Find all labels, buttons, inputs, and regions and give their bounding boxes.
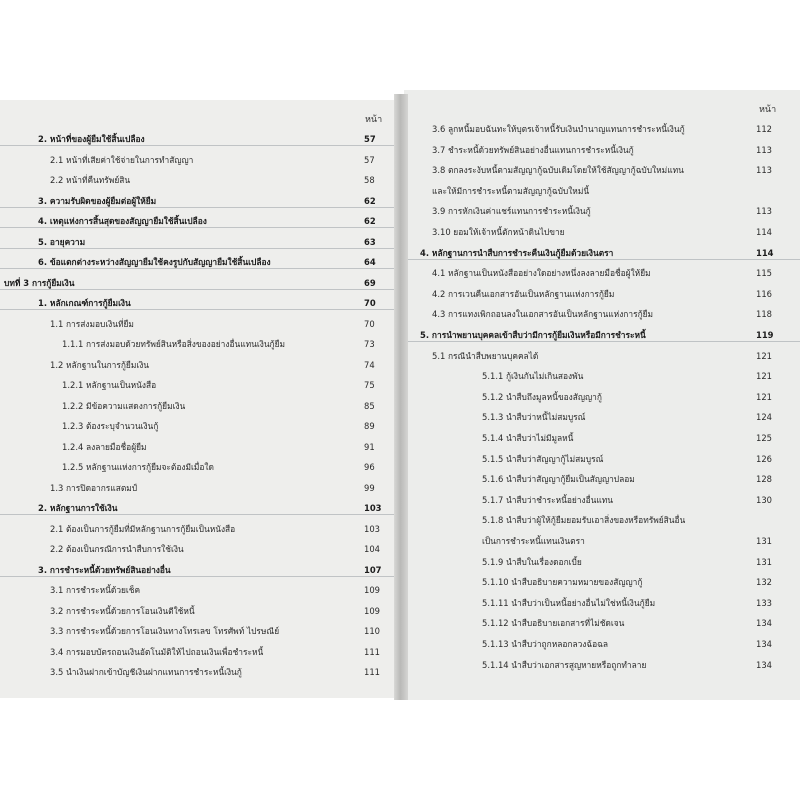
toc-entry <box>404 388 800 406</box>
toc-entry-title: 5.1.10 นำสืบอธิบายความหมายของสัญญากู้ <box>482 577 643 588</box>
toc-entry-title: 5.1.2 นำสืบถึงมูลหนี้ของสัญญากู้ <box>482 391 602 402</box>
toc-entry-page: 115 <box>756 268 772 279</box>
toc-entry-page: 107 <box>364 564 382 575</box>
toc-entry <box>0 274 397 292</box>
toc-entry-title: 1.1.1 การส่งมอบด้วยทรัพย์สินหรือสิ่งของอย่างอื่นแทนเงินกู้ยืม <box>62 339 286 349</box>
toc-entry-rule <box>0 289 397 290</box>
toc-entry-title: 1. หลักเกณฑ์การกู้ยืมเงิน <box>38 298 131 308</box>
toc-entry <box>0 581 397 599</box>
toc-entry-title: 5.1.4 นำสืบว่าไม่มีมูลหนี้ <box>482 433 574 443</box>
toc-entry-title: 1.2.2 มีข้อความแสดงการกู้ยืมเงิน <box>62 400 186 411</box>
toc-entry <box>404 141 800 159</box>
toc-entry-page: 103 <box>364 503 382 513</box>
toc-entry-page: 75 <box>364 380 375 390</box>
toc-entry <box>0 376 397 394</box>
toc-entry <box>0 561 397 579</box>
toc-entry-title: 5.1.1 กู้เงินกันไม่เกินสองพัน <box>482 371 584 382</box>
toc-entry-page: 63 <box>364 236 376 247</box>
toc-entry-title: 2.2 ต้องเป็นกรณีการนำสืบการใช้เงิน <box>50 544 184 554</box>
toc-entry-title: 1.2.5 หลักฐานแห่งการกู้ยืมจะต้องมีเมื่อใด <box>62 462 214 472</box>
page-header-label: หน้า <box>759 105 777 115</box>
toc-entry <box>0 499 397 517</box>
toc-entry-page: 116 <box>756 288 772 299</box>
toc-entry-page: 113 <box>756 144 772 155</box>
toc-entry-title: 3.7 ชำระหนี้ด้วยทรัพย์สินอย่างอื่นแทนการชำระหนี้เงินกู้ <box>432 144 634 155</box>
toc-entry <box>404 120 800 138</box>
toc-entry-title: 6. ข้อแตกต่างระหว่างสัญญายืมใช้คงรูปกับสัญญายืมใช้สิ้นเปลือง <box>38 257 271 267</box>
toc-entry-title: 2.2 หน้าที่คืนทรัพย์สิน <box>50 175 131 185</box>
toc-entry <box>0 253 397 271</box>
toc-entry-title: 3.6 ลูกหนี้มอบฉันทะให้บุตรเจ้าหนี้รับเงินบำนาญแทนการชำระหนี้เงินกู้ <box>432 124 685 134</box>
toc-entry-page: 119 <box>756 330 774 340</box>
toc-entry-page: 134 <box>756 618 772 629</box>
toc-entry <box>0 171 397 189</box>
toc-entry-page: 125 <box>756 433 772 443</box>
toc-entry-page: 124 <box>756 412 772 423</box>
toc-entry-title: 2. หลักฐานการใช้เงิน <box>38 503 118 513</box>
toc-entry-page: 114 <box>756 247 774 258</box>
toc-entry-title: 5.1 กรณีนำสืบพยานบุคคลได้ <box>432 350 539 361</box>
toc-entry-page: 131 <box>756 556 772 567</box>
toc-entry <box>0 458 397 476</box>
toc-entry-title: 5.1.11 นำสืบว่าเป็นหนี้อย่างอื่นไม่ใช่หนี้เงินกู้ยืม <box>482 597 656 608</box>
toc-entry-title: 5.1.9 นำสืบในเรื่องดอกเบี้ย <box>482 556 582 567</box>
toc-entry <box>0 315 397 333</box>
toc-entry-title: 4.1 หลักฐานเป็นหนังสืออย่างใดอย่างหนึ่งลงลายมือชื่อผู้ให้ยืม <box>432 268 651 279</box>
toc-entry <box>404 408 800 426</box>
toc-entry-page: 111 <box>364 646 380 657</box>
toc-entry <box>404 305 800 323</box>
toc-entry <box>404 470 800 488</box>
toc-entry-title: 2. หน้าที่ของผู้ยืมใช้สิ้นเปลือง <box>38 134 145 144</box>
toc-entry <box>404 450 800 468</box>
background-bottom <box>0 697 800 800</box>
toc-entry-title: 5.1.14 นำสืบว่าเอกสารสูญหายหรือถูกทำลาย <box>482 659 647 670</box>
toc-entry-title: 5.1.5 นำสืบว่าสัญญากู้ไม่สมบูรณ์ <box>482 453 604 464</box>
toc-entry-page: 118 <box>756 309 772 320</box>
toc-entry-page: 134 <box>756 659 772 670</box>
toc-entry <box>404 367 800 385</box>
toc-entry-page: 62 <box>364 216 376 226</box>
toc-entry-title: 3.2 การชำระหนี้ด้วยการโอนเงินตีใช้หนี้ <box>50 605 195 616</box>
toc-entry-title: 5.1.3 นำสืบว่าหนี้ไม่สมบูรณ์ <box>482 412 586 423</box>
toc-entry-title: 3.8 ตกลงระงับหนี้ตามสัญญากู้ฉบับเดิมโดยให้ใช้สัญญากู้ฉบับใหม่แทน <box>432 165 684 176</box>
toc-entry-page: 85 <box>364 400 375 411</box>
toc-entry-page: 109 <box>364 585 380 595</box>
toc-entry <box>404 429 800 447</box>
toc-entry-title: 1.2.3 ต้องระบุจำนวนเงินกู้ <box>62 421 159 431</box>
toc-entry-rule <box>0 268 397 269</box>
toc-entry-page: 111 <box>364 667 380 677</box>
toc-entry-page: 64 <box>364 257 376 267</box>
toc-entry-page: 73 <box>364 339 375 349</box>
toc-entry <box>404 161 800 179</box>
toc-entry <box>404 244 800 262</box>
toc-entry <box>404 511 800 529</box>
toc-entry-title: 1.2 หลักฐานในการกู้ยืมเงิน <box>50 359 150 370</box>
toc-entry-page: 126 <box>756 453 772 464</box>
page-header-label: หน้า <box>365 115 383 125</box>
toc-entry-page: 132 <box>756 577 772 588</box>
toc-entry-page: 113 <box>756 165 772 176</box>
toc-entry <box>0 622 397 640</box>
toc-entry-page: 109 <box>364 605 380 616</box>
toc-entry-title: 5.1.13 นำสืบว่าถูกหลอกลวงฉ้อฉล <box>482 639 608 649</box>
toc-entry <box>0 151 397 169</box>
toc-entry-title: 1.2.4 ลงลายมือชื่อผู้ยืม <box>62 441 147 452</box>
toc-entry <box>0 212 397 230</box>
toc-entry-page: 89 <box>364 421 375 431</box>
toc-entry-page: 69 <box>364 277 376 288</box>
toc-entry-page: 133 <box>756 597 772 608</box>
toc-entry-page: 74 <box>364 359 375 370</box>
toc-entry-title: เป็นการชำระหนี้แทนเงินตรา <box>482 536 585 546</box>
toc-entry <box>0 602 397 620</box>
toc-entry <box>404 614 800 632</box>
toc-entry-title: และให้มีการชำระหนี้ตามสัญญากู้ฉบับใหม่นี้ <box>432 185 590 196</box>
toc-entry-rule <box>0 514 397 515</box>
right-page <box>404 90 800 700</box>
toc-entry-title: 5. อายุความ <box>38 236 86 247</box>
toc-entry-title: 3.5 นำเงินฝากเข้าบัญชีเงินฝากแทนการชำระหนี้เงินกู้ <box>50 667 242 677</box>
toc-entry-page: 96 <box>364 462 375 472</box>
toc-entry-title: 4.3 การแทงเพิกถอนลงในเอกสารอันเป็นหลักฐานแห่งการกู้ยืม <box>432 309 654 320</box>
toc-entry-rule <box>404 341 800 342</box>
toc-entry-page: 91 <box>364 441 375 452</box>
toc-entry-title: 3.9 การหักเงินค่าแชร์แทนการชำระหนี้เงินกู้ <box>432 206 591 217</box>
toc-entry-page: 130 <box>756 494 772 505</box>
toc-entry-page: 114 <box>756 227 772 237</box>
toc-entry <box>0 663 397 681</box>
toc-entry <box>0 397 397 415</box>
toc-entry-rule <box>0 576 397 577</box>
toc-entry-rule <box>0 207 397 208</box>
toc-entry <box>0 643 397 661</box>
toc-entry <box>0 192 397 210</box>
background-top <box>0 0 800 100</box>
toc-entry <box>404 326 800 344</box>
toc-entry <box>404 223 800 241</box>
toc-entry <box>404 202 800 220</box>
toc-entry-page: 110 <box>364 626 380 636</box>
toc-entry-title: บทที่ 3 การกู้ยืมเงิน <box>4 277 75 288</box>
toc-entry-title: 5.1.6 นำสืบว่าสัญญากู้ยืมเป็นสัญญาปลอม <box>482 474 635 485</box>
toc-entry-page: 70 <box>364 298 376 308</box>
toc-entry-page: 121 <box>756 371 772 382</box>
toc-entry-page: 121 <box>756 391 772 402</box>
toc-entry <box>0 294 397 312</box>
toc-entry <box>404 573 800 591</box>
toc-entry-title: 3.1 การชำระหนี้ด้วยเช็ค <box>50 585 141 595</box>
toc-entry-rule <box>0 227 397 228</box>
toc-entry <box>404 532 800 550</box>
toc-entry-title: 5.1.7 นำสืบว่าชำระหนี้อย่างอื่นแทน <box>482 494 613 505</box>
toc-entry <box>0 356 397 374</box>
toc-entry <box>0 233 397 251</box>
toc-entry-title: 3. ความรับผิดของผู้ยืมต่อผู้ให้ยืม <box>38 195 157 206</box>
toc-entry-page: 104 <box>364 544 380 554</box>
toc-entry-title: 1.1 การส่งมอบเงินที่ยืม <box>50 318 134 329</box>
toc-entry-rule <box>0 145 397 146</box>
toc-entry <box>404 656 800 674</box>
toc-entry <box>0 540 397 558</box>
left-page <box>0 100 397 698</box>
toc-entry-page: 57 <box>364 154 375 165</box>
toc-entry-title: 4. เหตุแห่งการสิ้นสุดของสัญญายืมใช้สิ้นเปลือง <box>38 216 207 226</box>
toc-entry-page: 58 <box>364 175 375 185</box>
toc-entry-title: 3. การชำระหนี้ด้วยทรัพย์สินอย่างอื่น <box>38 564 171 575</box>
toc-entry-page: 134 <box>756 639 772 649</box>
toc-entry-page: 131 <box>756 536 772 546</box>
toc-entry-title: 4.2 การเวนคืนเอกสารอันเป็นหลักฐานแห่งการกู้ยืม <box>432 288 615 299</box>
toc-entry-title: 5. การนำพยานบุคคลเข้าสืบว่ามีการกู้ยืมเงินหรือมีการชำระหนี้ <box>420 330 646 340</box>
toc-entry-title: 4. หลักฐานการนำสืบการชำระคืนเงินกู้ยืมด้วยเงินตรา <box>420 247 614 258</box>
toc-entry-title: 3.10 ยอมให้เจ้าหนี้ตักหน้าดินไปขาย <box>432 227 565 237</box>
toc-entry <box>404 347 800 365</box>
toc-entry-page: 103 <box>364 523 380 534</box>
toc-entry <box>404 635 800 653</box>
toc-entry <box>0 520 397 538</box>
toc-entry-title: 3.3 การชำระหนี้ด้วยการโอนเงินทางโทรเลข โทรศัพท์ ไปรษณีย์ <box>50 626 280 636</box>
toc-entry <box>404 285 800 303</box>
toc-entry-title: 3.4 การมอบบัตรถอนเงินอัตโนมัติให้ไปถอนเงินเพื่อชำระหนี้ <box>50 646 264 657</box>
toc-entry <box>0 479 397 497</box>
toc-entry <box>0 335 397 353</box>
toc-entry-page: 113 <box>756 206 772 217</box>
toc-entry <box>0 130 397 148</box>
toc-entry-title: 2.1 หน้าที่เสียค่าใช้จ่ายในการทำสัญญา <box>50 154 194 165</box>
toc-entry-page: 62 <box>364 195 376 206</box>
toc-entry <box>404 553 800 571</box>
toc-entry-title: 1.2.1 หลักฐานเป็นหนังสือ <box>62 380 157 390</box>
toc-entry-page: 128 <box>756 474 772 485</box>
toc-entry <box>404 491 800 509</box>
toc-entry <box>404 182 800 200</box>
toc-entry-rule <box>0 248 397 249</box>
toc-entry-rule <box>404 259 800 260</box>
toc-entry-page: 112 <box>756 124 772 134</box>
book-gutter <box>394 94 408 700</box>
toc-entry-title: 5.1.12 นำสืบอธิบายเอกสารที่ไม่ชัดเจน <box>482 618 625 629</box>
toc-entry-page: 121 <box>756 350 772 361</box>
toc-entry-rule <box>0 309 397 310</box>
toc-entry <box>0 438 397 456</box>
toc-entry <box>0 417 397 435</box>
toc-entry-page: 70 <box>364 318 375 329</box>
toc-entry-title: 1.3 การปิดอากรแสตมป์ <box>50 482 138 493</box>
toc-entry-page: 99 <box>364 482 375 493</box>
toc-entry <box>404 264 800 282</box>
toc-entry-title: 2.1 ต้องเป็นการกู้ยืมที่มีหลักฐานการกู้ยืมเป็นหนังสือ <box>50 523 236 534</box>
toc-entry <box>404 594 800 612</box>
toc-entry-page: 57 <box>364 134 376 144</box>
toc-entry-title: 5.1.8 นำสืบว่าผู้ให้กู้ยืมยอมรับเอาสิ่งของหรือทรัพย์สินอื่น <box>482 515 686 526</box>
